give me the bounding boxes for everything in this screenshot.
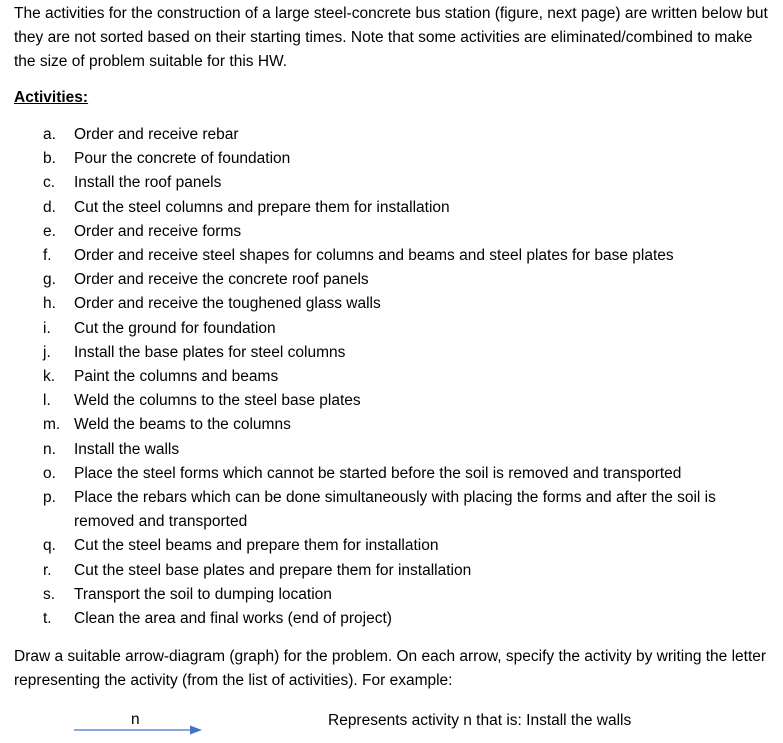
activity-item [0,341,783,365]
activity-list [0,123,783,631]
activity-letter: f. [43,247,52,265]
activity-letter: b. [43,150,56,168]
activity-letter: l. [43,392,51,410]
activity-letter: i. [43,319,51,337]
activity-item [0,220,783,244]
activity-item [0,462,783,486]
activities-heading: Activities: [14,89,89,106]
activity-text: Place the rebars which can be done simultaneously with placing the forms and after the soil is removed and transported [74,489,716,531]
activity-letter: k. [43,368,56,386]
activity-text: Cut the steel columns and prepare them for installation [74,198,450,216]
activity-item [0,607,783,631]
activity-letter: t. [43,610,52,628]
activity-item [0,413,783,437]
activity-item [0,438,783,462]
activity-letter: n. [43,440,56,458]
activity-item [0,365,783,389]
activity-item [0,244,783,268]
activity-text: Install the base plates for steel columns [74,343,346,361]
activity-text: Weld the beams to the columns [74,416,291,434]
activity-letter: a. [43,126,56,143]
instruction-paragraph: Draw a suitable arrow-diagram (graph) for the problem. On each arrow, specify the activity by writing the letter representing the activity (from the list of activities). For example: [14,648,767,689]
activity-item [0,196,783,220]
activity-text: Order and receive steel shapes for columns and beams and steel plates for base plates [74,247,674,265]
activity-text: Place the steel forms which cannot be started before the soil is removed and transported [74,464,682,482]
activity-letter: m. [43,416,61,434]
example-description: Represents activity n that is: Install the walls [328,712,632,729]
activity-letter: e. [43,222,56,240]
activity-text: Order and receive the concrete roof panels [74,271,369,289]
activity-text: Cut the steel base plates and prepare them for installation [74,561,472,579]
activity-letter: j. [43,343,51,361]
activity-item [0,171,783,195]
activity-text: Cut the steel beams and prepare them for installation [74,537,439,555]
activity-text: Cut the ground for foundation [74,319,276,337]
activity-item [0,268,783,292]
activity-text: Order and receive forms [74,222,242,240]
activity-item [0,147,783,171]
activity-text: Order and receive the toughened glass walls [74,295,381,313]
activity-text: Paint the columns and beams [74,368,279,386]
activity-letter: g. [43,271,56,289]
activity-text: Transport the soil to dumping location [74,585,332,603]
activity-item [0,534,783,558]
activity-item [0,317,783,341]
activity-text: Install the roof panels [74,174,222,192]
activity-text: Pour the concrete of foundation [74,150,291,168]
activity-item [0,292,783,316]
activity-text: Clean the area and final works (end of project) [74,610,392,628]
intro-paragraph: The activities for the construction of a large steel-concrete bus station (figure, next page) are written below but they are not sorted based on their starting times. Note that some activities are eliminated/combined to make the size of problem suitable for this HW. [14,5,768,70]
activity-item [0,123,783,147]
activity-item [0,583,783,607]
activity-text: Weld the columns to the steel base plates [74,392,361,410]
activity-letter: s. [43,585,56,603]
activity-letter: c. [43,174,56,192]
activity-text: Install the walls [74,440,180,458]
activity-item [0,559,783,583]
activity-letter: d. [43,198,56,216]
activity-letter: h. [43,295,56,313]
activity-letter: r. [43,561,52,579]
activity-text: Order and receive rebar [74,126,239,143]
example-arrow-head [190,726,202,735]
activity-letter: q. [43,537,56,555]
activity-item [0,486,783,534]
example-arrow-label: n [131,711,140,728]
activity-letter: o. [43,464,56,482]
activity-letter: p. [43,489,56,507]
activity-item [0,389,783,413]
